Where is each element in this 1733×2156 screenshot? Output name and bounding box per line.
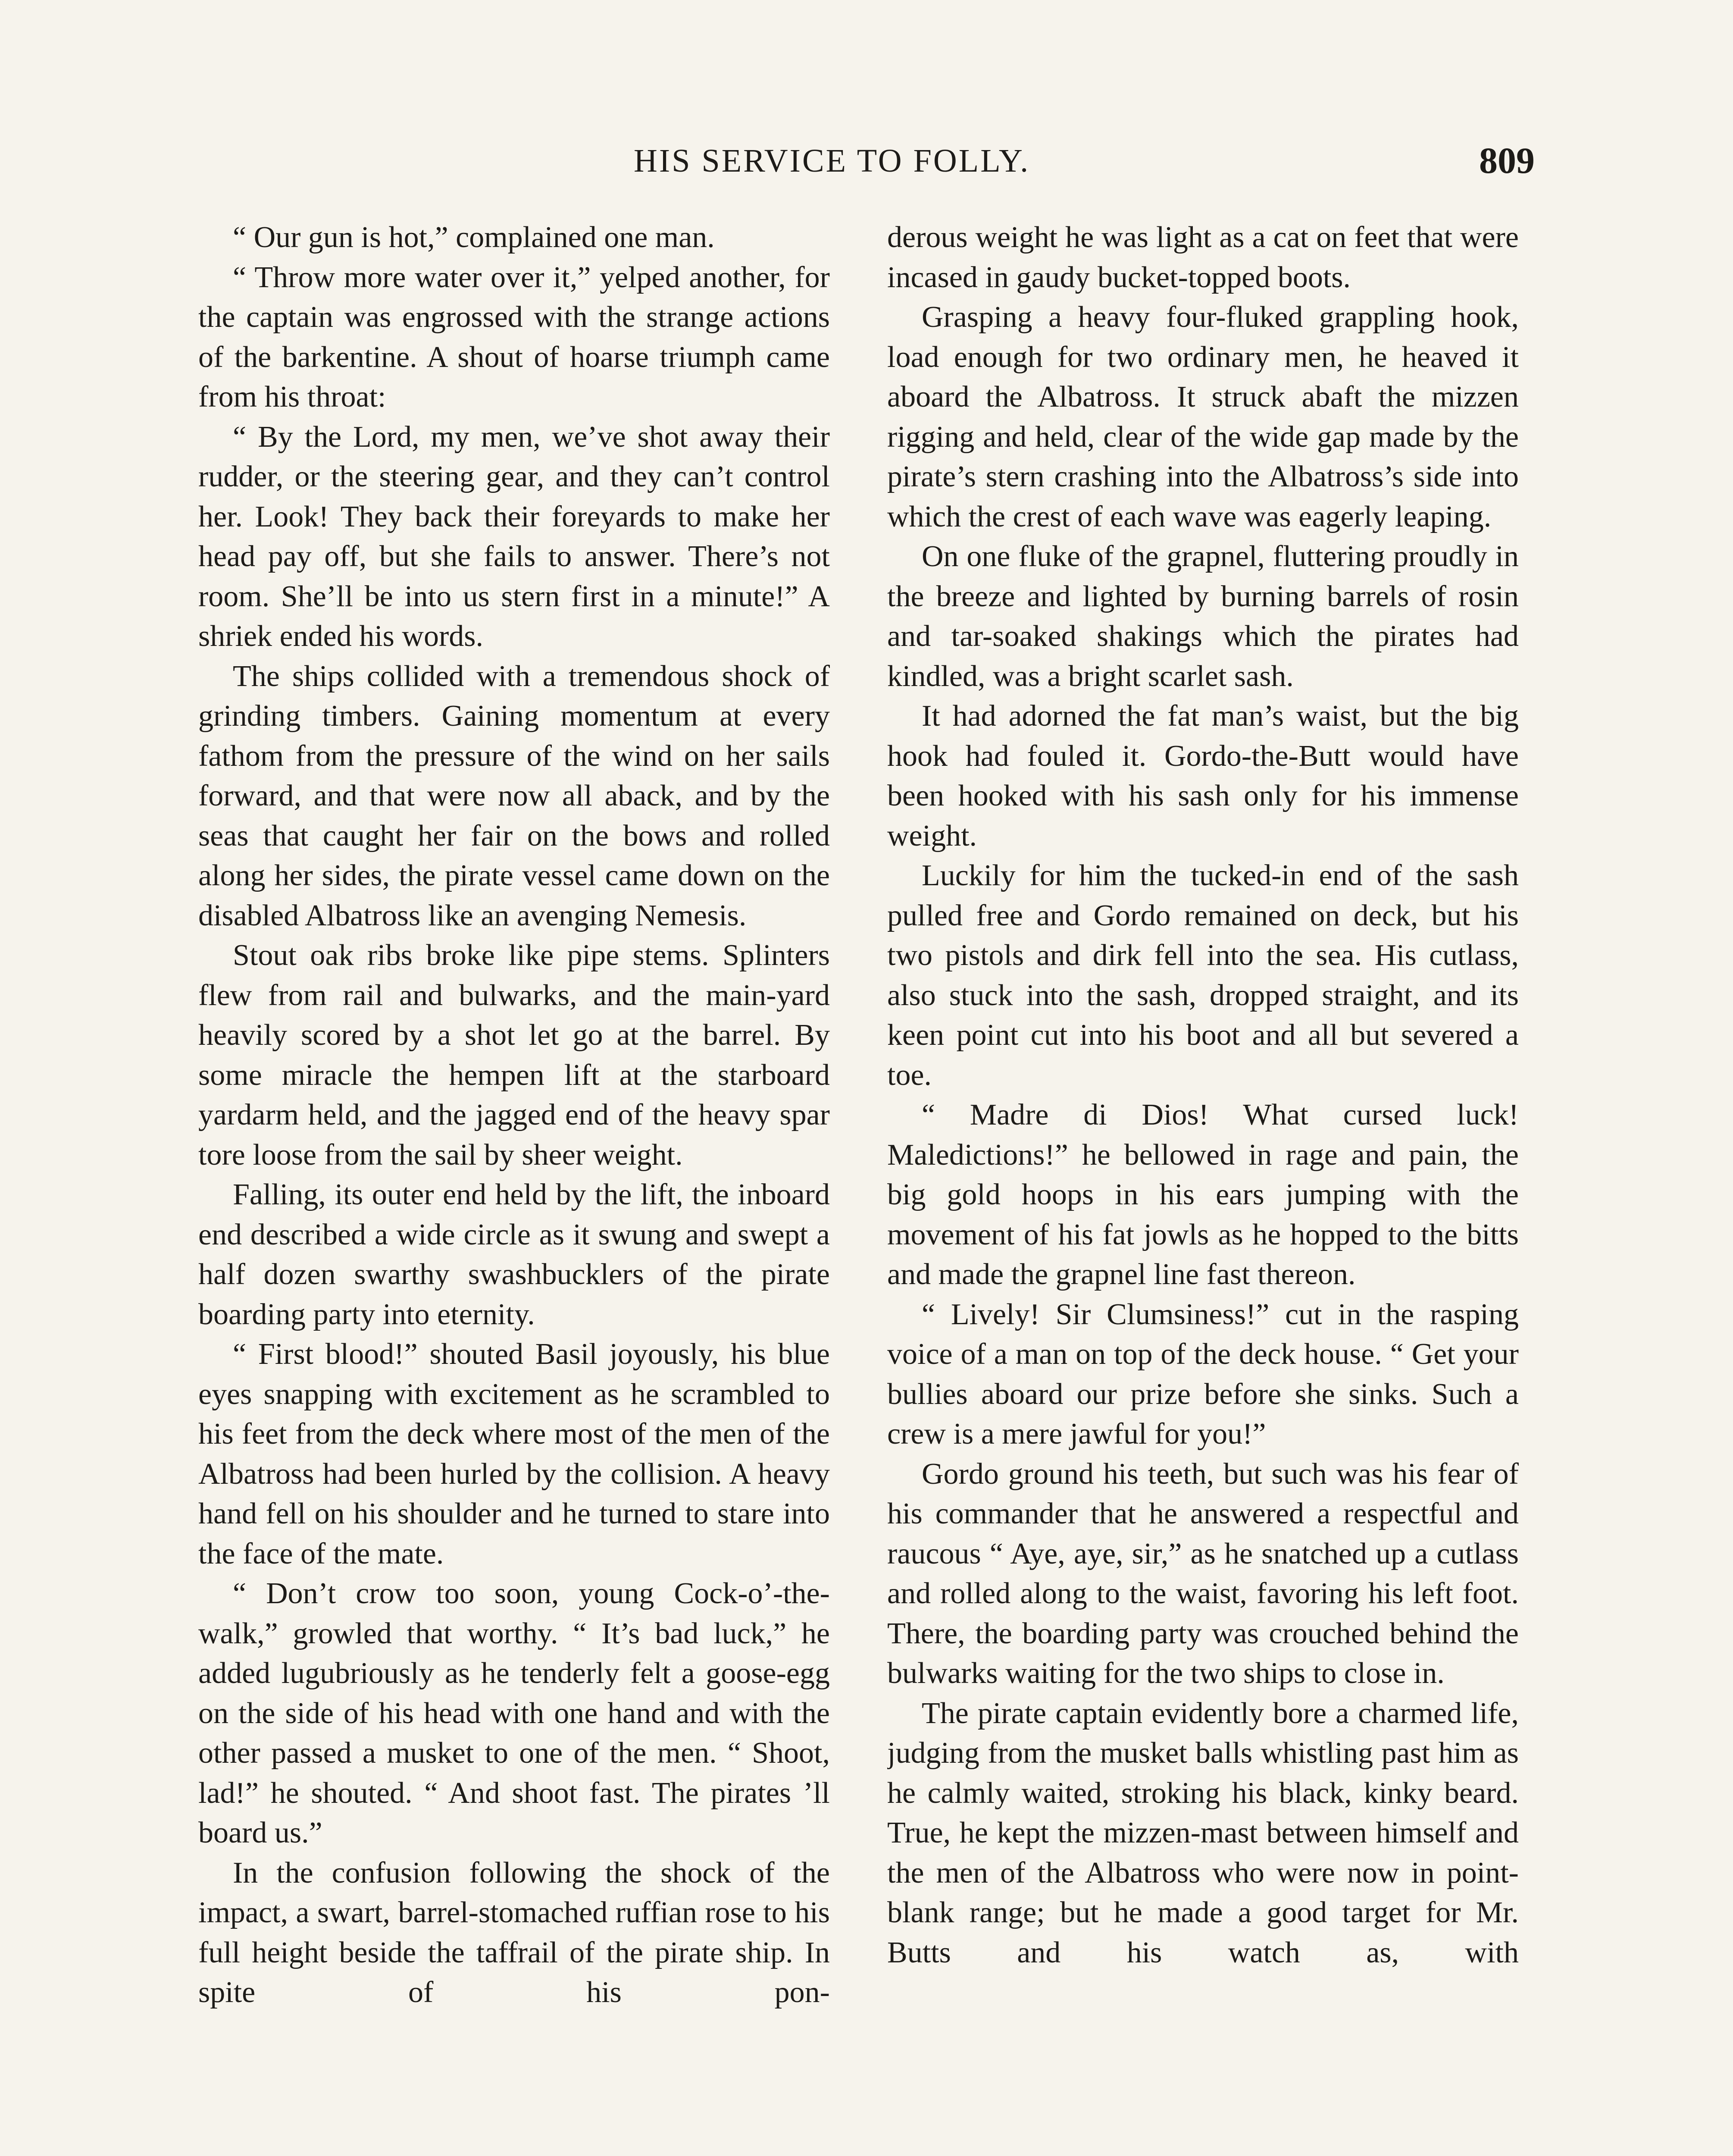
paragraph: On one fluke of the grapnel, fluttering proudly in the breeze and lighted by burning barrels of rosin and tar-soaked shakings which the pirates had kindled, was a bright scarlet sash.	[887, 540, 1519, 693]
paragraph: Falling, its outer end held by the lift, the inboard end described a wide circle as it swung and swept a half dozen swarthy swashbucklers of the pirate boarding party into eternity.	[198, 1178, 830, 1331]
paragraph: “ Throw more water over it,” yelped another, for the captain was engrossed with the strange actions of the barkentine. A shout of hoarse triumph came from his throat:	[198, 260, 830, 414]
paragraph: “ By the Lord, my men, we’ve shot away their rudder, or the steering gear, and they can’t control her. Look! They back their foreyards to make her head pay off, but she fails to answer. There’s not room. She’ll be into us stern first in a minute!” A shriek ended his words.	[198, 420, 830, 653]
paragraph: The ships collided with a tremendous shock of grinding timbers. Gaining momentum at every fathom from the pressure of the wind on her sails forward, and that were now all aback, and by the seas that caught her fair on the bows and rolled along her sides, the pirate vessel came down on the disabled Albatross like an avenging Nemesis.	[198, 659, 830, 932]
paragraph: derous weight he was light as a cat on feet that were incased in gaudy bucket-topped boots.	[887, 221, 1519, 294]
paragraph: Stout oak ribs broke like pipe stems. Splinters flew from rail and bulwarks, and the main-yard heavily scored by a shot let go at the barrel. By some miracle the hempen lift at the starboard yardarm held, and the jagged end of the heavy spar tore loose from the sail by sheer weight.	[198, 939, 830, 1172]
page-number: 809	[1479, 140, 1535, 181]
paragraph: “ First blood!” shouted Basil joyously, his blue eyes snapping with excitement as he scrambled to his feet from the deck where most of the men of the Albatross had been hurled by the collision. A heavy hand fell on his shoulder and he turned to stare into the face of the mate.	[198, 1338, 830, 1570]
right-text-column	[887, 218, 1519, 2156]
left-text-column	[198, 218, 830, 2156]
running-title: HIS SERVICE TO FOLLY.	[634, 143, 1030, 179]
paragraph: Grasping a heavy four-fluked grappling hook, load enough for two ordinary men, he heaved it aboard the Albatross. It struck abaft the mizzen rigging and held, clear of the wide gap made by the pirate’s stern crashing into the Albatross’s side into which the crest of each wave was eagerly leaping.	[887, 301, 1519, 533]
paragraph: It had adorned the fat man’s waist, but the big hook had fouled it. Gordo-the-Butt would have been hooked with his sash only for his immense weight.	[887, 699, 1519, 852]
paragraph: “ Madre di Dios! What cursed luck! Maledictions!” he bellowed in rage and pain, the big gold hoops in his ears jumping with the movement of his fat jowls as he hopped to the bitts and made the grapnel line fast thereon.	[887, 1098, 1519, 1291]
paragraph: The pirate captain evidently bore a charmed life, judging from the musket balls whistling past him as he calmly waited, stroking his black, kinky beard. True, he kept the mizzen-mast between himself and the men of the Albatross who were now in point-blank range; but he made a good target for Mr. Butts and his watch as, with	[887, 1696, 1519, 1969]
paragraph: In the confusion following the shock of the impact, a swart, barrel-stomached ruffian rose to his full height beside the taffrail of the pirate ship. In spite of his pon-	[198, 1856, 830, 2009]
paragraph: Gordo ground his teeth, but such was his fear of his commander that he answered a respectful and raucous “ Aye, aye, sir,” as he snatched up a cutlass and rolled along to the waist, favoring his left foot. There, the boarding party was crouched behind the bulwarks waiting for the two ships to close in.	[887, 1457, 1519, 1690]
paragraph: “ Don’t crow too soon, young Cock-o’-the-walk,” growled that worthy. “ It’s bad luck,” he added lugubriously as he tenderly felt a goose-egg on the side of his head with one hand and with the other passed a musket to one of the men. “ Shoot, lad!” he shouted. “ And shoot fast. The pirates ’ll board us.”	[198, 1577, 830, 1849]
paragraph: “ Our gun is hot,” complained one man.	[233, 221, 715, 254]
paragraph: “ Lively! Sir Clumsiness!” cut in the rasping voice of a man on top of the deck house. “ Get your bullies aboard our prize before she sinks. Such a crew is a mere jawful for you!”	[887, 1297, 1519, 1451]
paragraph: Luckily for him the tucked-in end of the sash pulled free and Gordo remained on deck, but his two pistols and dirk fell into the sea. His cutlass, also stuck into the sash, dropped straight, and its keen point cut into his boot and all but severed a toe.	[887, 859, 1519, 1092]
